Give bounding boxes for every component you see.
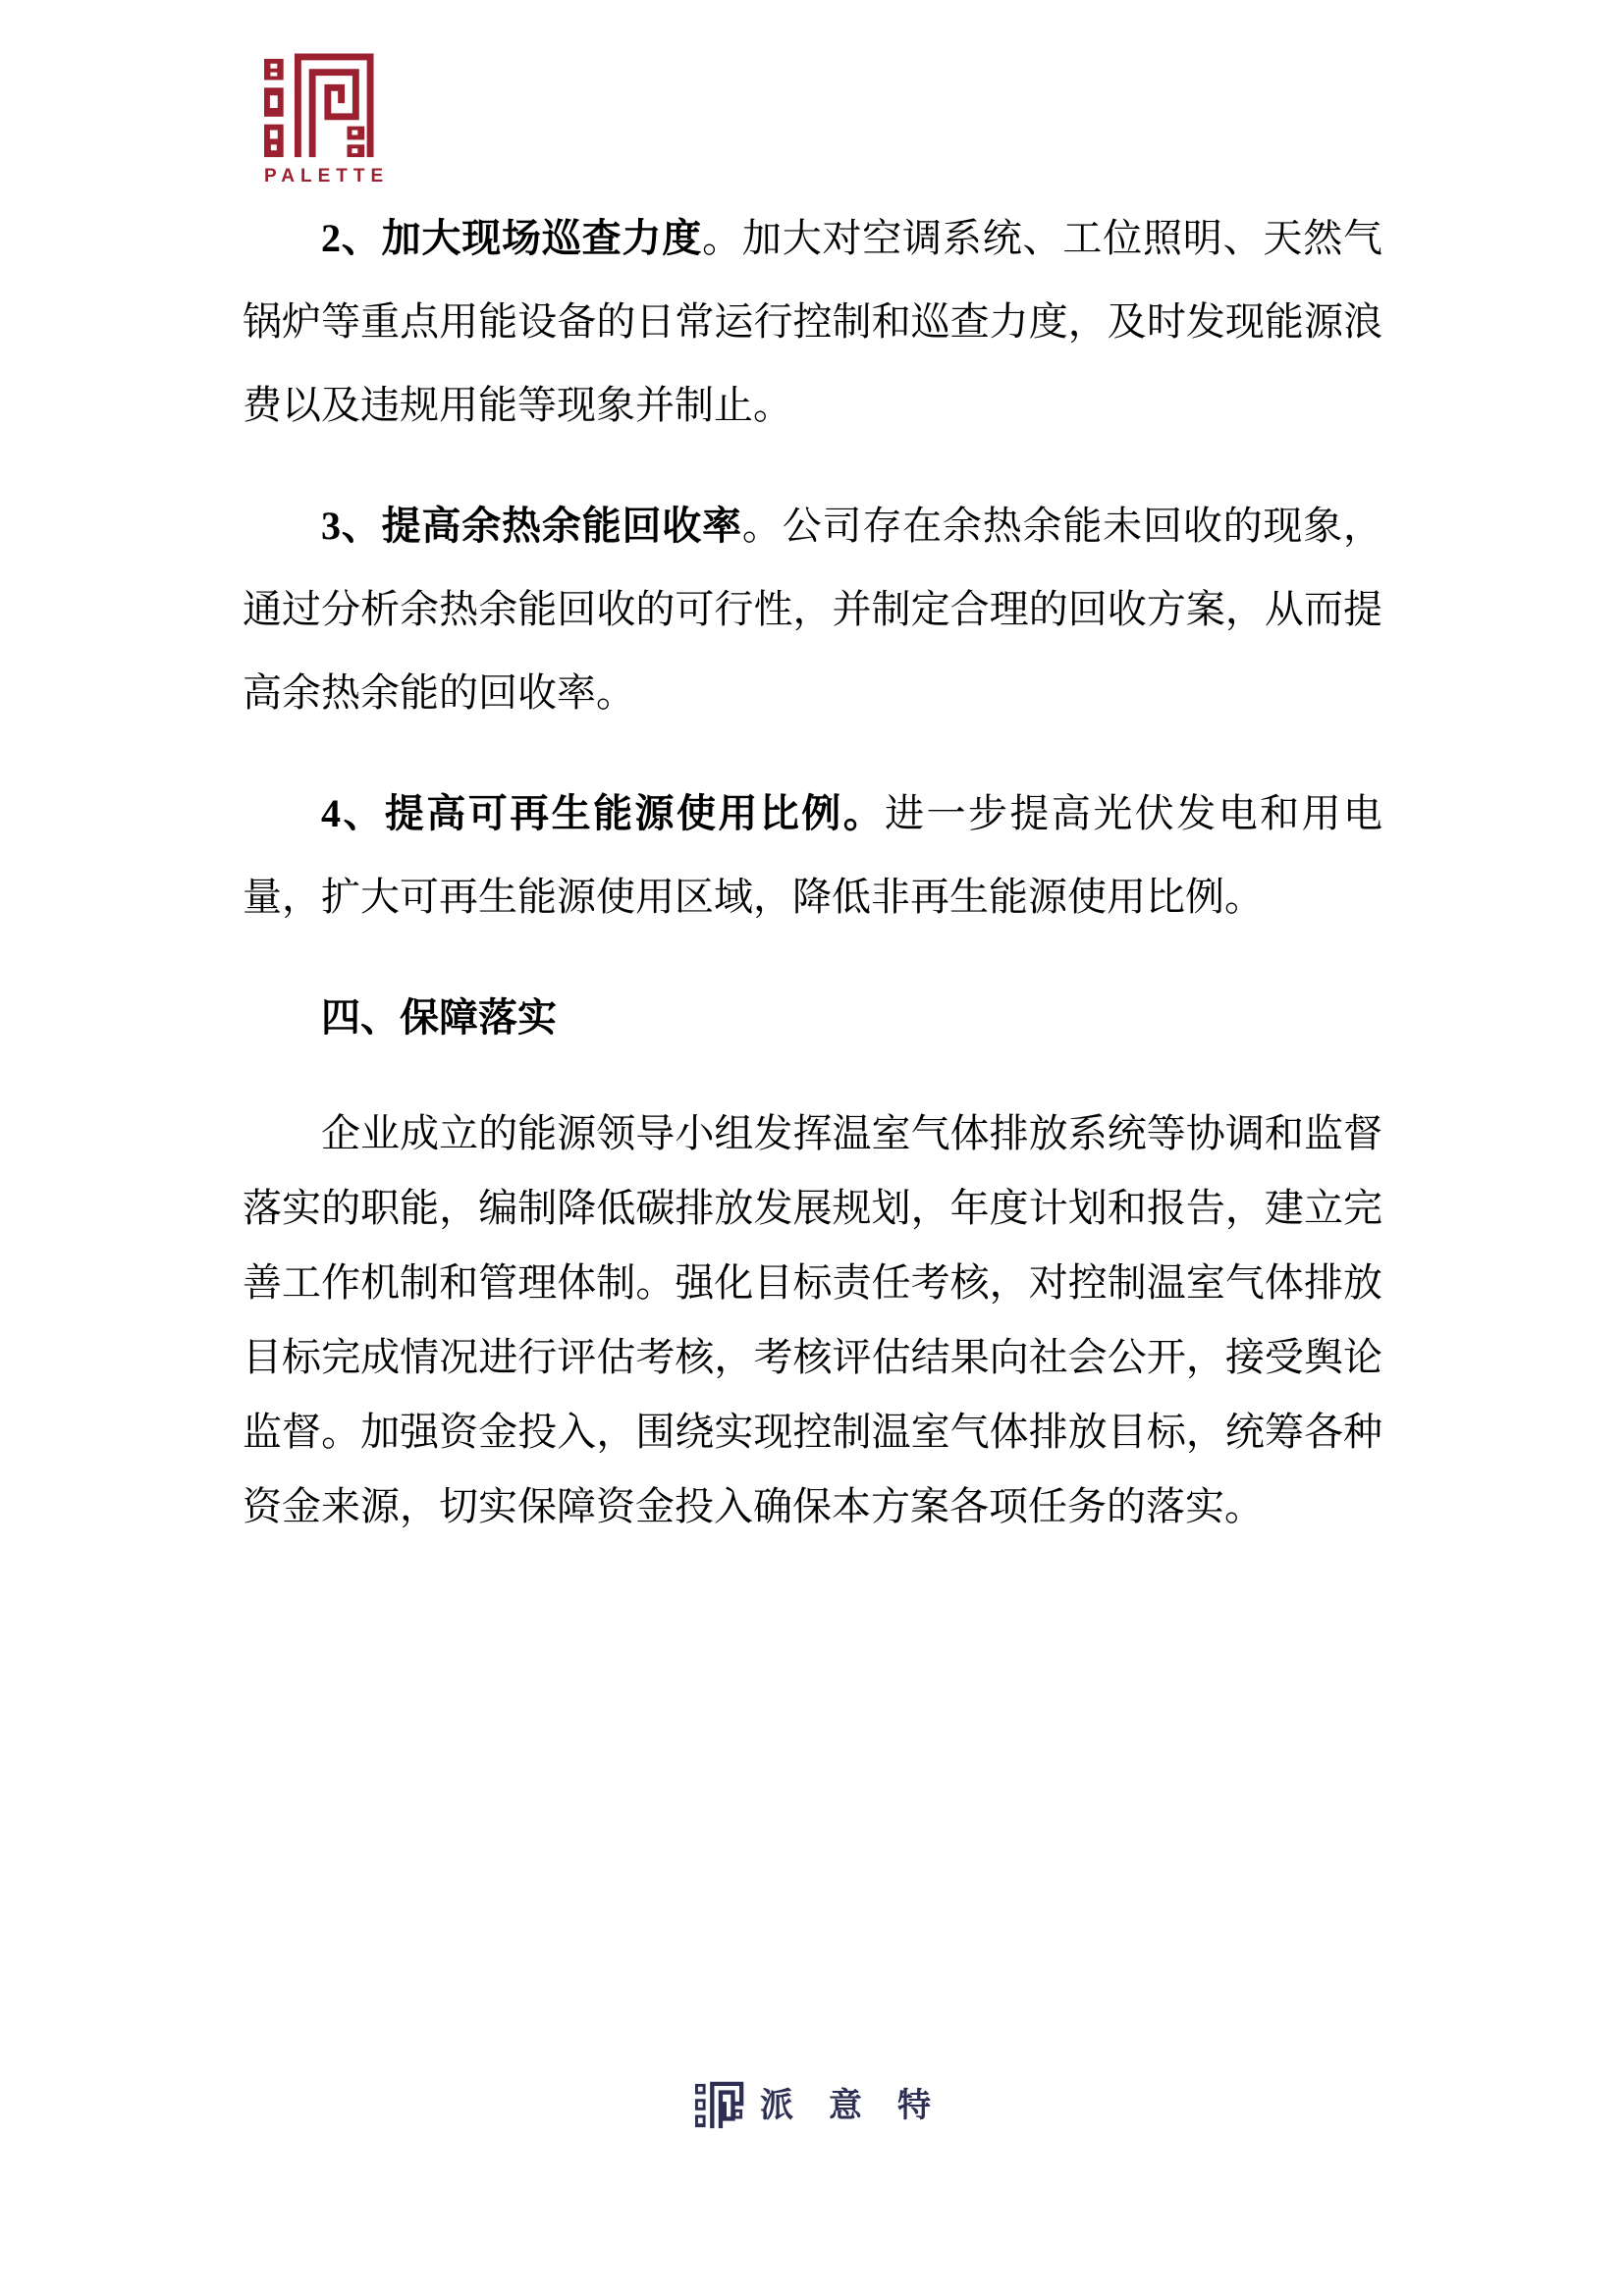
palette-logo-text: PALETTE: [264, 166, 390, 187]
paiyite-logo-text: 派意特: [760, 2087, 966, 2124]
section-heading-safeguards: 四、保障落实: [321, 995, 557, 1040]
paiyite-footer-logo: [0, 2081, 1624, 2130]
paragraph-inspection: [243, 196, 1382, 447]
palette-logo-mark: [262, 53, 378, 161]
paragraph-renewables-body: 进一步提高光伏发电和用电量，扩大可再生能源使用区域，降低非再生能源使用比例。: [243, 791, 1383, 919]
paragraph-heat-recovery-lead: 3、提高余热余能回收率: [321, 504, 742, 548]
document-content: [243, 196, 1382, 1544]
paragraph-heat-recovery: [243, 484, 1382, 734]
paiyite-logo-mark: [693, 2081, 746, 2130]
closing-paragraph: 企业成立的能源领导小组发挥温室气体排放系统等协调和监督落实的职能，编制降低碳排放发展规划，年度计划和报告，建立完善工作机制和管理体制。强化目标责任考核，对控制温室气体排放目标完成情况进行评估考核，考核评估结果向社会公开，接受舆论监督。加强资金投入，围绕实现控制温室气体排放目标，统筹各种资金来源，切实保障资金投入确保本方案各项任务的落实。: [243, 1111, 1382, 1528]
palette-logo: [262, 53, 390, 187]
paragraph-inspection-body: 。加大对空调系统、工位照明、天然气锅炉等重点用能设备的日常运行控制和巡查力度，及时发现能源浪费以及违规用能等现象并制止。: [243, 216, 1383, 427]
paragraph-heat-recovery-body: 。公司存在余热余能未回收的现象，通过分析余热余能回收的可行性，并制定合理的回收方案，从而提高余热余能的回收率。: [243, 504, 1383, 715]
paragraph-renewables: [243, 772, 1382, 938]
paragraph-renewables-lead: 4、提高可再生能源使用比例。: [321, 791, 886, 835]
paragraph-inspection-lead: 2、加大现场巡查力度: [321, 216, 703, 260]
